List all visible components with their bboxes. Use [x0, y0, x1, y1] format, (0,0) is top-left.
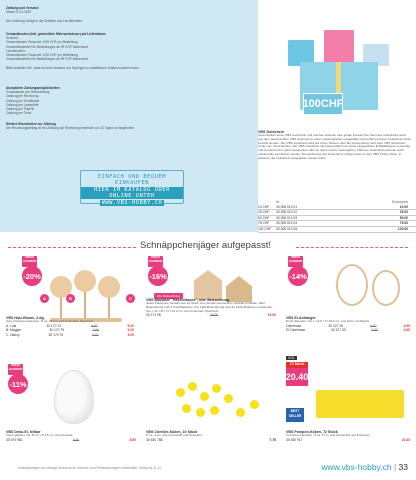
promo-line: HIER IM KATALOG ODER ONLINE UNTER	[81, 187, 183, 199]
payment-shipping	[6, 6, 251, 23]
cell: 25 CHF	[258, 210, 270, 215]
page-number: 33	[398, 462, 408, 472]
new-price: 5.20	[127, 323, 134, 328]
price-hammer-badge: PREIS HAMMER	[22, 256, 37, 267]
footer-url: www.vbs-hobby.ch | 33	[321, 462, 408, 472]
new-price: 8.50	[129, 437, 136, 442]
new-price: 4.65	[403, 323, 410, 328]
shipping-title: Versandkosten (inkl. gesetzliche Mehrwertsteuer) auf Lieferdatum	[6, 32, 106, 36]
shipping-note: Bitte beachten Sie, dass es beim Versand von Sperrgut zu zusätzlichen Kosten kommen kann.	[6, 66, 140, 70]
product-title: VBS Pompon-Küken, 72 Stück	[286, 430, 338, 434]
payment-item: Zahlung per Lastschrift	[6, 102, 39, 107]
product-desc: Ernst dekoriert. Ca. L 14,5 x H 16,5 cm. Aus Holz und Metall.	[286, 319, 370, 323]
new-price: 15.50	[267, 313, 276, 318]
price: 20.40	[401, 437, 410, 442]
product-egg-hanger	[286, 256, 410, 362]
payment-methods	[6, 86, 251, 115]
cell: 30 008 013 01	[276, 204, 298, 209]
divider	[296, 247, 408, 248]
article-no: 30 170 74	[46, 323, 61, 328]
discount-badge: -16%	[148, 266, 168, 286]
variant-name: C. Nancy	[6, 332, 20, 337]
info-title: Zahlung und Versand	[6, 6, 39, 10]
info-date: Stand 01.01.2020	[6, 10, 32, 15]
cell: 30 008 013 02	[276, 210, 298, 215]
voucher-info	[258, 130, 416, 196]
gift-boxes-image	[258, 0, 416, 130]
new-price: 4.65	[403, 328, 410, 333]
voucher-table	[258, 200, 416, 233]
egg-hanger-image	[336, 264, 368, 306]
product-pompon-chicks	[286, 356, 410, 460]
big-price: 20.40	[286, 368, 308, 386]
info-panel	[0, 0, 258, 232]
variant-name: Osterhase	[286, 323, 302, 328]
article-no: 30 171 95	[146, 313, 161, 318]
product-desc: H ca. 4 cm. Aus Kunststoff und Polyester.	[146, 433, 203, 437]
payment-item: Zahlung per Twint	[6, 111, 32, 116]
product-desc: Jedes Häuschen besteht aus 10 Teilen zum Zusammenstecken. Enthält Holzteile, LED-Beleuchtung und 2 Knopfbatterien. Für LED-Beleuchtung sind 2x LR44 Batterien notwendig. Ca. L 11 x B 7 x H 14,2 cm. Aus fumiertem Sperrholz.	[146, 301, 273, 313]
variant-name: B. Maggie	[6, 328, 21, 333]
cell: 30 008 013 05	[276, 226, 298, 231]
old-price: 5.50	[371, 328, 378, 333]
product-desc: Zum Zusammenstecken. H ca. 26 cm. Aus fumiertem Sperrholz.	[6, 319, 94, 323]
article-no: 30 630 917	[286, 437, 303, 442]
price-row	[146, 313, 276, 318]
discount-badge: -20%	[22, 266, 42, 286]
variant-label: C	[126, 294, 135, 303]
cell: 100.00	[397, 226, 408, 231]
payment-details-title: Weitere Einzelheiten zur Zahlung	[6, 122, 56, 126]
shipping-costs	[6, 32, 251, 61]
cell: 75 CHF	[258, 221, 270, 226]
discount-badge: -14%	[288, 266, 308, 286]
payment-details	[6, 122, 251, 130]
payment-item: Vorauskasse per Überweisung	[6, 90, 50, 95]
table-row	[258, 227, 416, 233]
shipping-line: Versandkosten Pauschal: 6,95 CHF pro Bestellung	[6, 40, 78, 45]
house-image	[194, 270, 222, 300]
col-header: Nr.	[276, 200, 281, 204]
chick-box-image	[316, 390, 404, 418]
voucher-desc: Verschenken einen VBS Gutschein und machen anderen eine große Freude! Der Wert des Gutscheins kann aus dem gewünschten VBS Sortiment in einer Leistungsarten ausgewählt und einfach mit dem Gutschein-Code bezahlt werden. Der VBS Gutschein wird auf Ihrem Namen oder als Verwendung nach dem VBS Gutschein-Code zum Verschenken. Der VBS Gutschein wird automatisch an deine eingegebene E-Mailadresse versendet und du kannst ihn sofort ausdrucken oder an deine Lieben weitergeben. Mehrere Gutscheine können auch miteinander kombiniert werden. Die Einlösung des Gutscheins erfolgt online in dem VBS Online-Shop, in welchem der Gutschein eingegeben werden kann.	[258, 134, 411, 160]
col-header: Einzelpreis	[391, 200, 408, 204]
cell: 75.00	[399, 221, 408, 226]
cell: 50 CHF	[258, 215, 270, 220]
qty-badge: 72 Stück	[286, 362, 308, 368]
price-row	[286, 438, 410, 443]
product-title: VBS Ei-Anhänger	[286, 316, 316, 320]
old-price: 6.50	[92, 332, 99, 337]
egg-hanger-image	[372, 270, 400, 306]
shipping-line: Versandkostenfrei für Bestellungen ab 99 CHF Warenwert	[6, 44, 88, 49]
voucher-title: VBS Gutschein	[258, 130, 284, 134]
flower-image	[98, 276, 120, 298]
discount-badge: -11%	[8, 374, 28, 394]
shipping-line: Liechtenstein:	[6, 48, 26, 53]
payment-item: Zahlung per PayPal	[6, 107, 34, 112]
product-desc: Im Karton verpackt. H ca. 3 cm. Aus Kunststoff und Polyester.	[286, 433, 371, 437]
variant-label: B	[66, 294, 75, 303]
payment-title: Akzeptierte Zahlungsmöglichkeiten	[6, 86, 60, 90]
variant-name: A. Lola	[6, 323, 17, 328]
shipping-line: Versandkosten Pauschal: 6,95 CHF pro Bestellung	[6, 53, 78, 58]
product-title: VBS Chenille-Küken, 10 Stück	[146, 430, 198, 434]
old-price: 6.50	[92, 328, 100, 333]
product-title: VBS Holz-Blume, 2-tlg.	[6, 316, 45, 320]
tag-badge: VOL	[288, 356, 296, 360]
old-price: 9.50	[72, 437, 80, 442]
website-link[interactable]: www.vbs-hobby.ch	[321, 462, 392, 472]
shipping-line: Schweiz:	[6, 36, 19, 41]
footer-note: Artikelanzeigen nur solange Vorrat reicht. Irrtümer und Preisänderungen vorbehalten. Gültig bis 31.12.	[18, 466, 163, 470]
payment-item: Zahlung per Rechnung	[6, 94, 39, 99]
bestseller-badge: BEST SELLER	[286, 408, 304, 422]
cell: 50.00	[399, 215, 408, 220]
cell: 30 008 013 04	[276, 221, 298, 226]
article-no: 30 570 981	[6, 437, 23, 442]
product-title: VBS Bausätze "Hasenhäuser", inkl. Beleuchtung	[146, 298, 230, 302]
product-chenille-chicks	[146, 364, 276, 460]
product-title: VBS Deko-Ei, teilbar	[6, 430, 41, 434]
article-no: 30 227 30	[330, 328, 346, 333]
new-price: 5.20	[127, 328, 134, 333]
article-no: 30 227 28	[328, 323, 343, 328]
variant-name: Ei-Osterhase	[286, 328, 306, 333]
cell: 10.00	[399, 204, 408, 209]
product-flowers	[6, 256, 136, 362]
old-price: 18.50	[210, 313, 219, 318]
cell: 100 CHF	[258, 226, 272, 231]
cell: 30 008 013 03	[276, 215, 298, 220]
product-houses	[146, 256, 276, 362]
shipping-line: Versandkostenfrei für Bestellungen ab 99 CHF Warenwert	[6, 57, 88, 62]
promo-box	[80, 170, 184, 204]
price-row	[6, 333, 134, 338]
price-row	[286, 328, 410, 333]
product-desc: Innen glasiert. Ca. Ø 17 x H 15 cm. Aus Keramik.	[6, 433, 74, 437]
old-price: 6.50	[91, 323, 98, 328]
lighting-flag: inkl. Beleuchtung	[154, 293, 183, 299]
article-no: 30 170 75	[49, 328, 65, 333]
new-price: 5.20	[127, 332, 134, 337]
price-row	[146, 438, 276, 443]
payment-details-text: Der Rechnungsbetrag ist bei Zahlung auf Rechnung innerhalb von 10 Tagen zu begleichen.	[6, 126, 135, 131]
price-row	[6, 438, 136, 443]
price-hammer-badge: PREIS HAMMER	[8, 364, 23, 375]
divider	[8, 247, 136, 248]
info-text: Die Lieferung erfolgt in die Schweiz und Liechtenstein.	[6, 18, 83, 23]
payment-item: Zahlung per Kreditkarte	[6, 98, 40, 103]
variant-label: A	[40, 294, 49, 303]
flower-image	[74, 270, 96, 292]
promo-url[interactable]: WWW.VBS-HOBBY.CH	[101, 200, 163, 206]
section-title: Schnäppchenjäger aufgepasst!	[140, 240, 271, 251]
product-deco-egg	[6, 364, 136, 460]
voucher-label: 100CHF	[303, 93, 343, 115]
price-hammer-badge: PREIS HAMMER	[288, 256, 303, 267]
cell: 10 CHF	[258, 204, 270, 209]
old-price: 5.50	[370, 323, 377, 328]
price: 7.75	[269, 437, 276, 442]
article-no: 30 170 76	[48, 332, 64, 337]
promo-line: EINFACH UND BEQUEM EINKAUFEN	[97, 174, 167, 186]
article-no: 30 630 788	[146, 437, 163, 442]
price-hammer-badge: PREIS HAMMER	[148, 256, 163, 267]
egg-image	[54, 370, 94, 424]
cell: 25.00	[399, 210, 408, 215]
